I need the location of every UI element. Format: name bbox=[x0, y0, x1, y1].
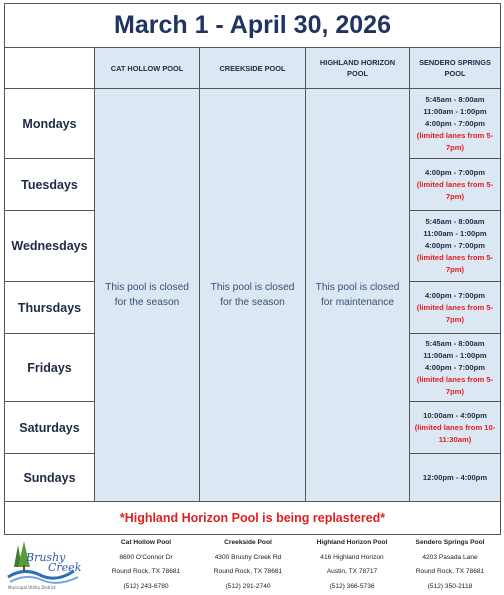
time-slot: 5:45am - 8:00am bbox=[425, 217, 485, 226]
address-city: Round Rock, TX 78681 bbox=[213, 568, 283, 575]
time-slot: 5:45am - 8:00am bbox=[425, 94, 485, 104]
time-slot: 10:00am - 4:00pm bbox=[423, 410, 487, 420]
day-label-sundays: Sundays bbox=[5, 454, 95, 502]
sendero-hours-thursdays bbox=[410, 282, 500, 334]
limited-lanes-note: (limited lanes from 5-7pm) bbox=[416, 253, 494, 274]
address-block-creekside bbox=[198, 536, 298, 594]
sendero-hours-saturdays bbox=[410, 402, 500, 454]
closed-message-highland-horizon: This pool is closed for maintenance bbox=[306, 89, 410, 502]
limited-lanes-note: (limited lanes from 5-7pm) bbox=[416, 130, 494, 152]
address-city: Austin, TX 78717 bbox=[326, 568, 378, 575]
sendero-hours-sundays bbox=[410, 454, 500, 502]
day-label-fridays: Fridays bbox=[5, 334, 95, 402]
sendero-hours-tuesdays bbox=[410, 159, 500, 211]
closed-message-creekside: This pool is closed for the season bbox=[200, 89, 306, 502]
time-slot: 4:00pm - 7:00pm bbox=[425, 118, 485, 128]
address-phone: (512) 243-6780 bbox=[123, 582, 169, 590]
time-slot: 4:00pm - 7:00pm bbox=[425, 167, 485, 177]
time-slot: 5:45am - 8:00am bbox=[425, 338, 485, 348]
address-phone: (512) 366-5736 bbox=[329, 582, 375, 590]
limited-lanes-note: (limited lanes from 5-7pm) bbox=[416, 374, 494, 396]
limited-lanes-note: (limited lanes from 5-7pm) bbox=[416, 179, 494, 201]
address-city: Round Rock, TX 78681 bbox=[111, 568, 181, 575]
time-slot: 11:00am - 1:00pm bbox=[423, 229, 487, 238]
sendero-hours-mondays bbox=[410, 89, 500, 159]
time-slot: 11:00am - 1:00pm bbox=[423, 350, 487, 360]
address-street: 8600 O'Connor Dr bbox=[119, 553, 173, 561]
address-street: 4203 Pasada Lane bbox=[422, 553, 478, 561]
closed-message-cat-hollow: This pool is closed for the season bbox=[95, 89, 200, 502]
address-block-sendero-springs bbox=[400, 536, 500, 594]
sendero-hours-wednesdays bbox=[410, 211, 500, 282]
limited-lanes-note: (limited lanes from 10-11:30am) bbox=[414, 422, 496, 444]
time-slot: 4:00pm - 7:00pm bbox=[425, 362, 485, 372]
svg-text:Municipal Utility District: Municipal Utility District bbox=[8, 585, 56, 590]
replaster-footnote: *Highland Horizon Pool is being replastered* bbox=[119, 511, 386, 525]
address-name: Creekside Pool bbox=[224, 539, 272, 546]
address-phone: (512) 291-2740 bbox=[225, 582, 271, 590]
time-slot: 12:00pm - 4:00pm bbox=[422, 472, 488, 482]
address-name: Highland Horizon Pool bbox=[316, 539, 388, 546]
time-slot: 4:00pm - 7:00pm bbox=[425, 290, 485, 300]
schedule-frame bbox=[4, 3, 501, 535]
column-header-creekside: CREEKSIDE POOL bbox=[200, 48, 306, 89]
address-name: Cat Hollow Pool bbox=[120, 539, 172, 546]
day-label-tuesdays: Tuesdays bbox=[5, 159, 95, 211]
column-header-cat-hollow: CAT HOLLOW POOL bbox=[95, 48, 200, 89]
day-label-wednesdays: Wednesdays bbox=[5, 211, 95, 282]
address-block-cat-hollow bbox=[96, 536, 196, 594]
header-blank-cell bbox=[5, 48, 95, 89]
address-street: 416 Highland Horizon bbox=[320, 553, 384, 561]
address-block-highland-horizon bbox=[302, 536, 402, 594]
time-slot: 11:00am - 1:00pm bbox=[423, 106, 487, 116]
svg-text:Brushy: Brushy bbox=[26, 551, 66, 564]
time-slot: 4:00pm - 7:00pm bbox=[425, 241, 485, 250]
brushy-creek-logo bbox=[4, 537, 86, 591]
sendero-hours-fridays bbox=[410, 334, 500, 402]
column-header-highland-horizon: HIGHLAND HORIZON POOL bbox=[306, 48, 410, 89]
address-name: Sendero Springs Pool bbox=[415, 539, 485, 546]
brushy-creek-logo-icon bbox=[4, 537, 86, 591]
column-header-sendero-springs: SENDERO SPRINGS POOL bbox=[410, 48, 500, 89]
address-phone: (512) 350-2118 bbox=[427, 582, 473, 590]
address-street: 4300 Brushy Creek Rd bbox=[214, 553, 282, 561]
address-city: Round Rock, TX 78681 bbox=[415, 568, 485, 575]
limited-lanes-note: (limited lanes from 5-7pm) bbox=[416, 302, 494, 324]
svg-text:Creek: Creek bbox=[48, 561, 82, 574]
page-title: March 1 - April 30, 2026 bbox=[5, 4, 500, 48]
day-label-mondays: Mondays bbox=[5, 89, 95, 159]
day-label-saturdays: Saturdays bbox=[5, 402, 95, 454]
day-label-thursdays: Thursdays bbox=[5, 282, 95, 334]
